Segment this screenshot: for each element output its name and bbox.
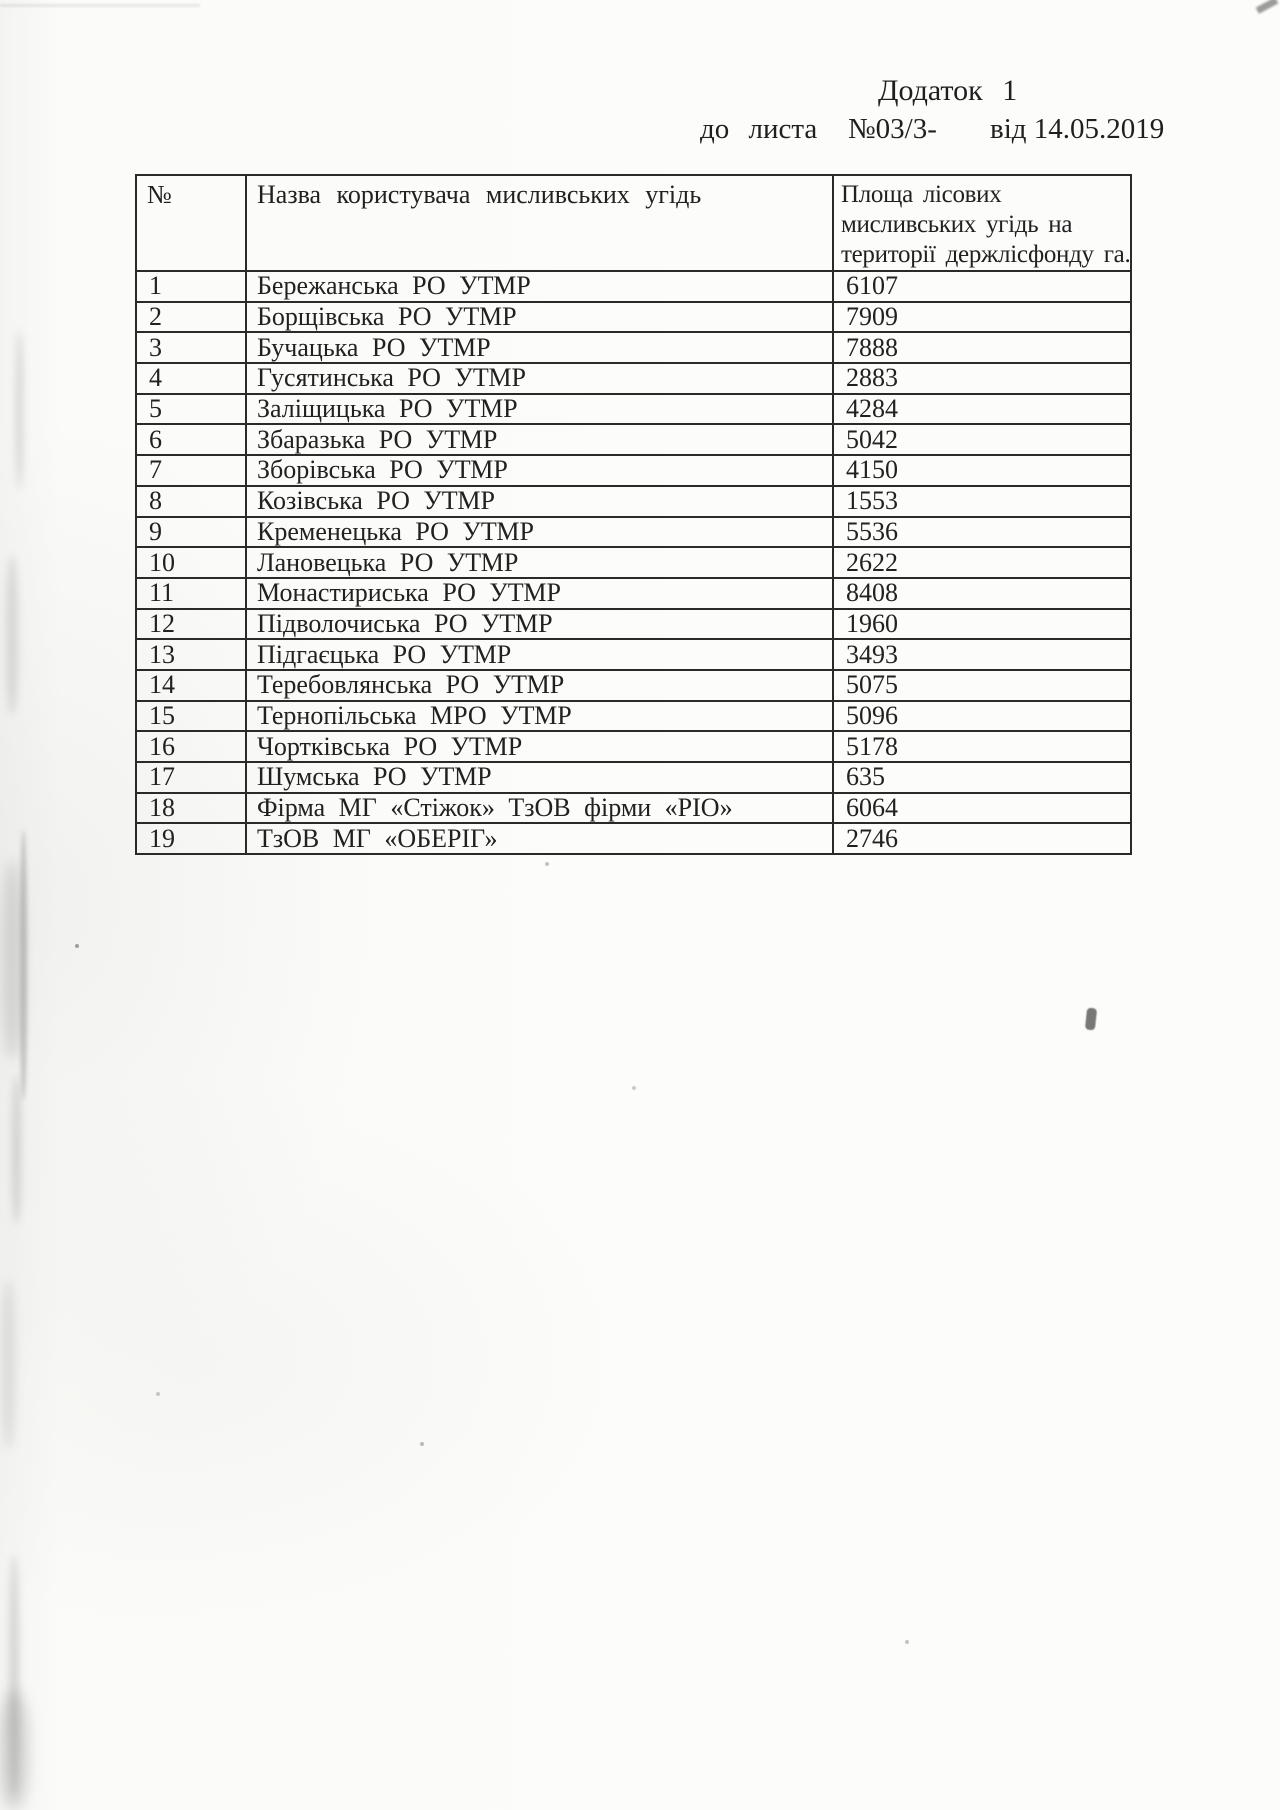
table-row (136, 547, 1131, 578)
row-number-cell: 3 (136, 332, 246, 363)
row-area-cell: 5075 (833, 670, 1131, 701)
letter-number: №03/3- (848, 113, 937, 145)
row-name-cell: Козівська РО УТМР (246, 486, 833, 517)
row-area-cell: 5042 (833, 424, 1131, 455)
letter-date: від 14.05.2019 (990, 113, 1165, 145)
scan-streak (16, 330, 23, 490)
row-number-cell: 13 (136, 639, 246, 670)
table-row (136, 424, 1131, 455)
hunting-grounds-table (135, 174, 1132, 855)
row-area-cell: 6107 (833, 271, 1131, 302)
row-name-cell: Підволочиська РО УТМР (246, 609, 833, 640)
row-area-cell: 2622 (833, 547, 1131, 578)
scan-streak (2, 860, 22, 1060)
row-number-cell: 7 (136, 455, 246, 486)
row-number-cell: 9 (136, 517, 246, 548)
table-row (136, 517, 1131, 548)
row-name-cell: Бережанська РО УТМР (246, 271, 833, 302)
row-area-cell: 4284 (833, 394, 1131, 425)
table-row (136, 271, 1131, 302)
row-area-cell: 7888 (833, 332, 1131, 363)
scan-streak (6, 555, 18, 715)
scan-streak (0, 4, 200, 7)
scan-speck (75, 944, 79, 948)
scan-corner-mark (1256, 0, 1279, 14)
row-number-cell: 19 (136, 823, 246, 854)
row-name-cell: Тернопільська МРО УТМР (246, 701, 833, 732)
table-header-row (136, 175, 1131, 271)
row-number-cell: 2 (136, 302, 246, 333)
table-row (136, 609, 1131, 640)
row-number-cell: 6 (136, 424, 246, 455)
row-name-cell: ТзОВ МГ «ОБЕРІГ» (246, 823, 833, 854)
row-area-cell: 3493 (833, 639, 1131, 670)
row-area-cell: 635 (833, 762, 1131, 793)
row-name-cell: Фірма МГ «Стіжок» ТзОВ фірми «РІО» (246, 793, 833, 824)
scan-speck (420, 1442, 424, 1446)
row-name-cell: Борщівська РО УТМР (246, 302, 833, 333)
scan-speck (156, 1392, 160, 1396)
table-header (136, 175, 1131, 271)
row-name-cell: Бучацька РО УТМР (246, 332, 833, 363)
table-row (136, 731, 1131, 762)
row-number-cell: 17 (136, 762, 246, 793)
table-row (136, 455, 1131, 486)
table-row (136, 486, 1131, 517)
row-number-cell: 8 (136, 486, 246, 517)
column-header-area (833, 175, 1131, 271)
row-number-cell: 5 (136, 394, 246, 425)
area-header-line: території держлісфонду га. (841, 241, 1131, 268)
table-row (136, 394, 1131, 425)
row-name-cell: Лановецька РО УТМР (246, 547, 833, 578)
table-row (136, 823, 1131, 854)
row-area-cell: 8408 (833, 578, 1131, 609)
row-area-cell: 7909 (833, 302, 1131, 333)
table-row (136, 670, 1131, 701)
row-number-cell: 4 (136, 363, 246, 394)
scan-streak (12, 1075, 21, 1225)
row-number-cell: 14 (136, 670, 246, 701)
row-number-cell: 1 (136, 271, 246, 302)
row-area-cell: 2883 (833, 363, 1131, 394)
scan-speck (545, 862, 549, 866)
row-area-cell: 6064 (833, 793, 1131, 824)
row-name-cell: Заліщицька РО УТМР (246, 394, 833, 425)
row-name-cell: Кременецька РО УТМР (246, 517, 833, 548)
row-name-cell: Підгаєцька РО УТМР (246, 639, 833, 670)
row-name-cell: Зборівська РО УТМР (246, 455, 833, 486)
row-number-cell: 11 (136, 578, 246, 609)
row-number-cell: 10 (136, 547, 246, 578)
table-row (136, 332, 1131, 363)
row-name-cell: Чортківська РО УТМР (246, 731, 833, 762)
row-area-cell: 1553 (833, 486, 1131, 517)
row-area-cell: 5096 (833, 701, 1131, 732)
appendix-title: Додаток 1 (878, 74, 1018, 107)
row-name-cell: Шумська РО УТМР (246, 762, 833, 793)
table-body (136, 271, 1131, 854)
scan-edge-mark (1085, 1008, 1097, 1031)
row-number-cell: 16 (136, 731, 246, 762)
row-name-cell: Монастириська РО УТМР (246, 578, 833, 609)
area-header-line: мисливських угідь на (841, 211, 1073, 238)
table-row (136, 302, 1131, 333)
row-area-cell: 2746 (833, 823, 1131, 854)
table-row (136, 363, 1131, 394)
table-row (136, 793, 1131, 824)
letter-prefix: до листа (700, 113, 818, 145)
row-area-cell: 5178 (833, 731, 1131, 762)
column-header-number: № (136, 175, 246, 271)
row-area-cell: 1960 (833, 609, 1131, 640)
row-name-cell: Гусятинська РО УТМР (246, 363, 833, 394)
table-row (136, 578, 1131, 609)
scan-streak (2, 1280, 15, 1450)
row-name-cell: Збаразька РО УТМР (246, 424, 833, 455)
row-area-cell: 4150 (833, 455, 1131, 486)
table-row (136, 701, 1131, 732)
table-row (136, 639, 1131, 670)
row-number-cell: 15 (136, 701, 246, 732)
row-area-cell: 5536 (833, 517, 1131, 548)
scan-speck (905, 1640, 909, 1644)
row-number-cell: 12 (136, 609, 246, 640)
row-number-cell: 18 (136, 793, 246, 824)
column-header-name: Назва користувача мисливських угідь (246, 175, 833, 271)
row-name-cell: Теребовлянська РО УТМР (246, 670, 833, 701)
scan-streak (0, 1690, 28, 1810)
table-row (136, 762, 1131, 793)
scan-speck (632, 1086, 636, 1090)
area-header-line: Площа лісових (841, 181, 1002, 208)
